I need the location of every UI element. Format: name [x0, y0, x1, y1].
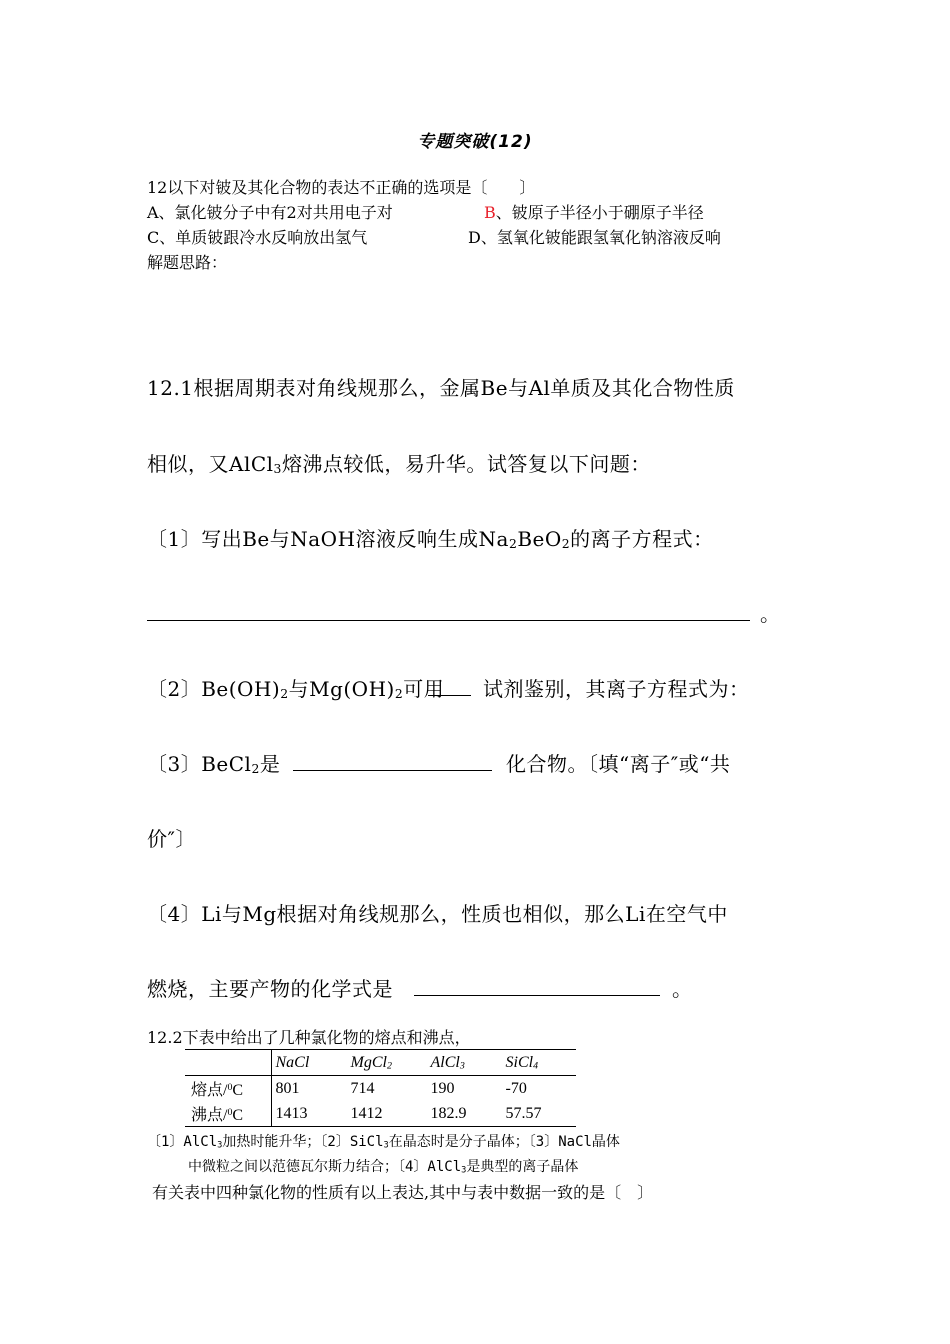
table-cell: 1413	[271, 1101, 351, 1127]
q12-1-part4-period: 。	[672, 977, 693, 1001]
table-cell: 182.9	[431, 1101, 506, 1127]
q12-option-c: C、单质铍跟冷水反响放出氢气	[147, 228, 368, 247]
q12-1-part3	[147, 750, 280, 783]
q12-1-part2	[147, 675, 444, 708]
q12-1-part1-period: 。	[760, 602, 781, 626]
q12-1-part3-answer-line[interactable]	[293, 770, 492, 771]
chloride-table-header-row	[185, 1050, 576, 1076]
q12-1-line2-a: 相似，又AlCl	[147, 452, 274, 476]
table-cell: 714	[350, 1079, 375, 1097]
chloride-table	[185, 1049, 576, 1127]
table-cell: -70	[505, 1079, 527, 1097]
table-row	[185, 1101, 576, 1127]
q12-1-line2-sub: 3	[273, 460, 282, 476]
q12-1-part1-b: BeO	[517, 527, 562, 551]
q12-1-part1-sub1: 2	[508, 535, 518, 551]
q12-1-part1-c: 的离子方程式：	[570, 527, 714, 551]
q12-1-part1	[147, 525, 714, 558]
q12-1-line2	[147, 450, 651, 483]
q12-1-part3-a: 〔3〕BeCl	[147, 752, 252, 776]
q12-1-part2-c: 可用	[403, 677, 445, 701]
q12-1-part2-sub1: 2	[280, 685, 289, 701]
q12-2-intro: 12.2下表中给出了几种氯化物的熔点和沸点，	[147, 1028, 471, 1047]
q12-1-part2-tail: 试剂鉴别，其离子方程式为：	[483, 677, 750, 701]
q12-1-part2-answer-line[interactable]	[428, 695, 471, 696]
q12-1-part3-b: 是	[259, 752, 281, 776]
chloride-table-corner	[185, 1050, 271, 1076]
table-cell: 1412	[351, 1101, 431, 1127]
chloride-table-header: NaCl	[271, 1050, 351, 1076]
q12-option-b	[484, 202, 704, 224]
chloride-table-header: AlCl$_3$	[431, 1050, 506, 1076]
q12-1-part4-line2: 燃烧，主要产物的化学式是	[147, 977, 393, 1001]
page-title: 专题突破(12)	[417, 132, 533, 152]
chloride-table-row-label: 熔点/$^0$C	[185, 1076, 271, 1102]
q12-stem: 12以下对铍及其化合物的表达不正确的选项是〔 〕	[147, 178, 536, 197]
table-cell: 801	[275, 1079, 300, 1097]
q12-1-part1-answer-line[interactable]	[147, 620, 750, 621]
table-row	[185, 1076, 576, 1102]
q12-1-part1-a: 〔1〕写出Be与NaOH溶液反响生成Na	[147, 527, 509, 551]
q12-option-d: D、氢氧化铍能跟氢氧化钠溶液反响	[468, 228, 721, 247]
q12-1-part3-tail: 化合物。〔填“离子″或“共	[506, 752, 731, 776]
chloride-table-header: MgCl$_2$	[351, 1050, 431, 1076]
q12-hint: 解题思路：	[147, 253, 228, 272]
q12-1-part3-sub: 2	[251, 760, 260, 776]
q12-option-b-text: 、铍原子半径小于硼原子半径	[495, 203, 704, 222]
table-cell: 190	[430, 1079, 455, 1097]
table-cell: 57.57	[506, 1101, 576, 1127]
q12-1-part2-a: 〔2〕Be(OH)	[147, 677, 281, 701]
q12-1-part4-line1: 〔4〕Li与Mg根据对角线规那么，性质也相似，那么Li在空气中	[147, 902, 728, 926]
q12-option-a: A、氯化铍分子中有2对共用电子对	[147, 203, 393, 222]
q12-1-part1-sub2: 2	[561, 535, 571, 551]
q12-1-part2-b: 与Mg(OH)	[288, 677, 395, 701]
q12-1-part3-tail2: 价″〕	[147, 827, 196, 851]
q12-2-statements-line1: 〔1〕AlCl$_3$加热时能升华；〔2〕SiCl$_3$在晶态时是分子晶体；〔3〕NaCl晶体	[147, 1134, 620, 1151]
q12-2-question: 有关表中四种氯化物的性质有以上表达,其中与表中数据一致的是〔 〕	[152, 1183, 654, 1202]
q12-2-statements-line2: 中微粒之间以范德瓦尔斯力结合；〔4〕AlCl$_3$是典型的离子晶体	[188, 1159, 579, 1176]
q12-1-line1: 12.1根据周期表对角线规那么，金属Be与Al单质及其化合物性质	[147, 376, 735, 400]
q12-1-line2-b: 熔沸点较低，易升华。试答复以下问题：	[281, 452, 651, 476]
q12-1-part4-answer-line[interactable]	[414, 995, 660, 996]
chloride-table-header: SiCl$_4$	[506, 1050, 576, 1076]
chloride-table-row-label: 沸点/$^0$C	[185, 1101, 271, 1127]
q12-option-b-letter: B	[484, 203, 496, 222]
q12-1-part2-sub2: 2	[394, 685, 404, 701]
